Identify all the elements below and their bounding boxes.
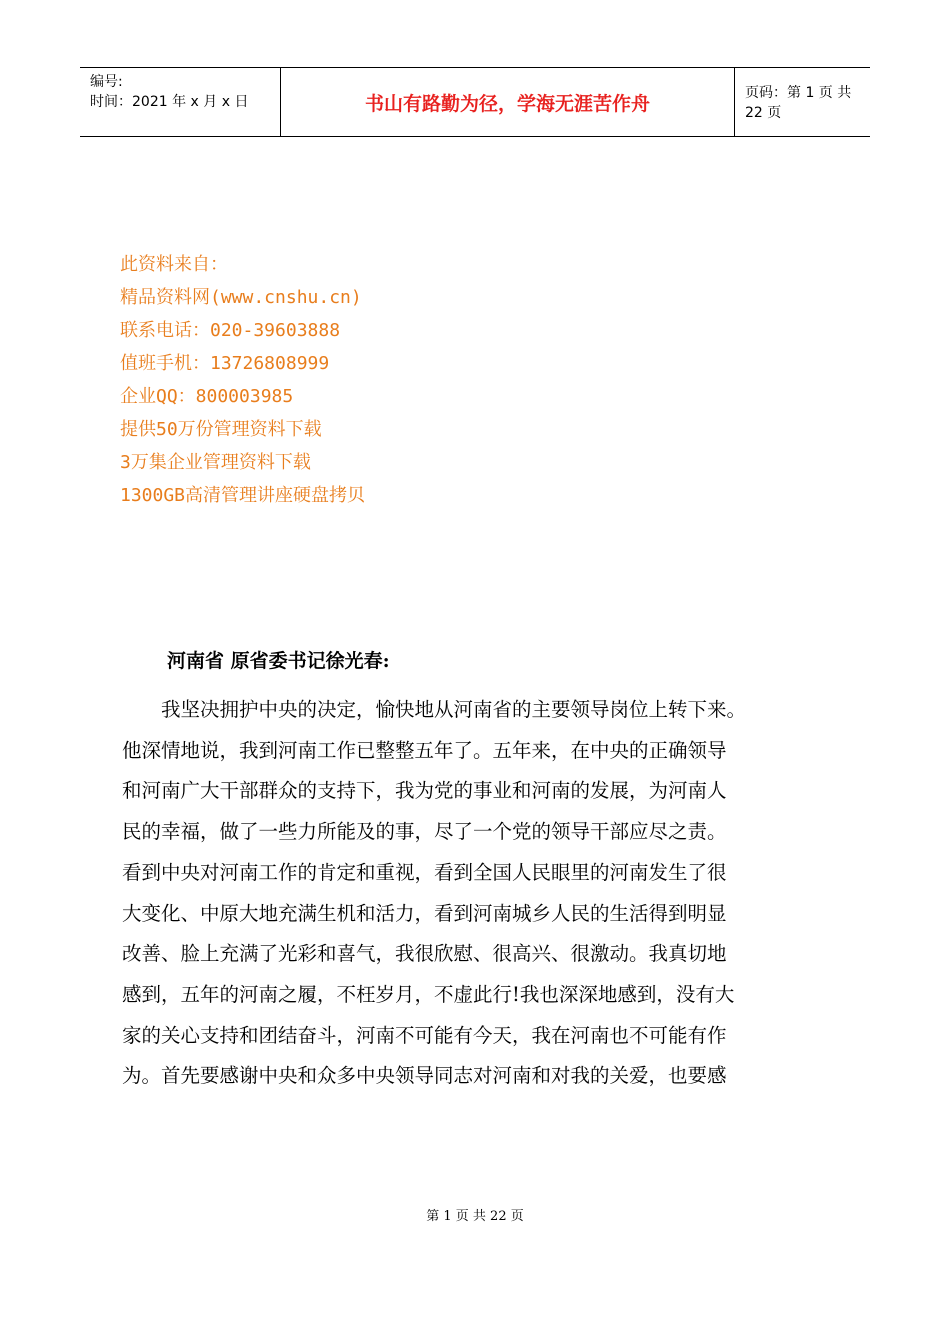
source-line: 企业QQ：800003985 — [120, 386, 294, 407]
number-label: 编号: — [90, 74, 123, 90]
header-meta — [80, 68, 280, 136]
header-motto: 书山有路勤为径，学海无涯苦作舟 — [280, 68, 735, 136]
body-line: 改善、脸上充满了光彩和喜气，我很欣慰、很高兴、很激动。我真切地 — [122, 942, 727, 966]
header-table — [80, 67, 870, 137]
source-info-block — [120, 248, 365, 512]
body-line: 我坚决拥护中央的决定，愉快地从河南省的主要领导岗位上转下来。 — [122, 698, 747, 721]
body-line: 大变化、中原大地充满生机和活力，看到河南城乡人民的生活得到明显 — [122, 901, 727, 925]
date-label: 时间：2021 年 x 月 x 日 — [90, 94, 249, 110]
source-line: 3万集企业管理资料下载 — [120, 452, 311, 473]
page-footer: 第 1 页 共 22 页 — [426, 1209, 524, 1224]
body-line: 民的幸福，做了一些力所能及的事，尽了一个党的领导干部应尽之责。 — [122, 820, 727, 844]
article-body — [122, 690, 834, 1097]
body-line: 看到中央对河南工作的肯定和重视，看到全国人民眼里的河南发生了很 — [122, 860, 727, 884]
body-line: 感到，五年的河南之履，不枉岁月，不虚此行!我也深深地感到，没有大 — [122, 982, 735, 1006]
body-line: 为。首先要感谢中央和众多中央领导同志对河南和对我的关爱，也要感 — [122, 1064, 727, 1088]
source-line: 提供50万份管理资料下载 — [120, 419, 322, 440]
source-line: 精品资料网(www.cnshu.cn) — [120, 287, 362, 308]
source-line: 值班手机：13726808999 — [120, 353, 330, 374]
body-line: 和河南广大干部群众的支持下，我为党的事业和河南的发展，为河南人 — [122, 779, 727, 803]
body-line: 他深情地说，我到河南工作已整整五年了。五年来，在中央的正确领导 — [122, 738, 727, 762]
article-heading: 河南省 原省委书记徐光春: — [167, 650, 390, 672]
body-line: 家的关心支持和团结奋斗，河南不可能有今天，我在河南也不可能有作 — [122, 1023, 727, 1047]
source-line: 联系电话：020-39603888 — [120, 320, 341, 341]
source-line: 此资料来自： — [120, 254, 228, 275]
header-page-info: 页码：第 1 页 共 22 页 — [745, 85, 852, 121]
source-line: 1300GB高清管理讲座硬盘拷贝 — [120, 485, 366, 506]
